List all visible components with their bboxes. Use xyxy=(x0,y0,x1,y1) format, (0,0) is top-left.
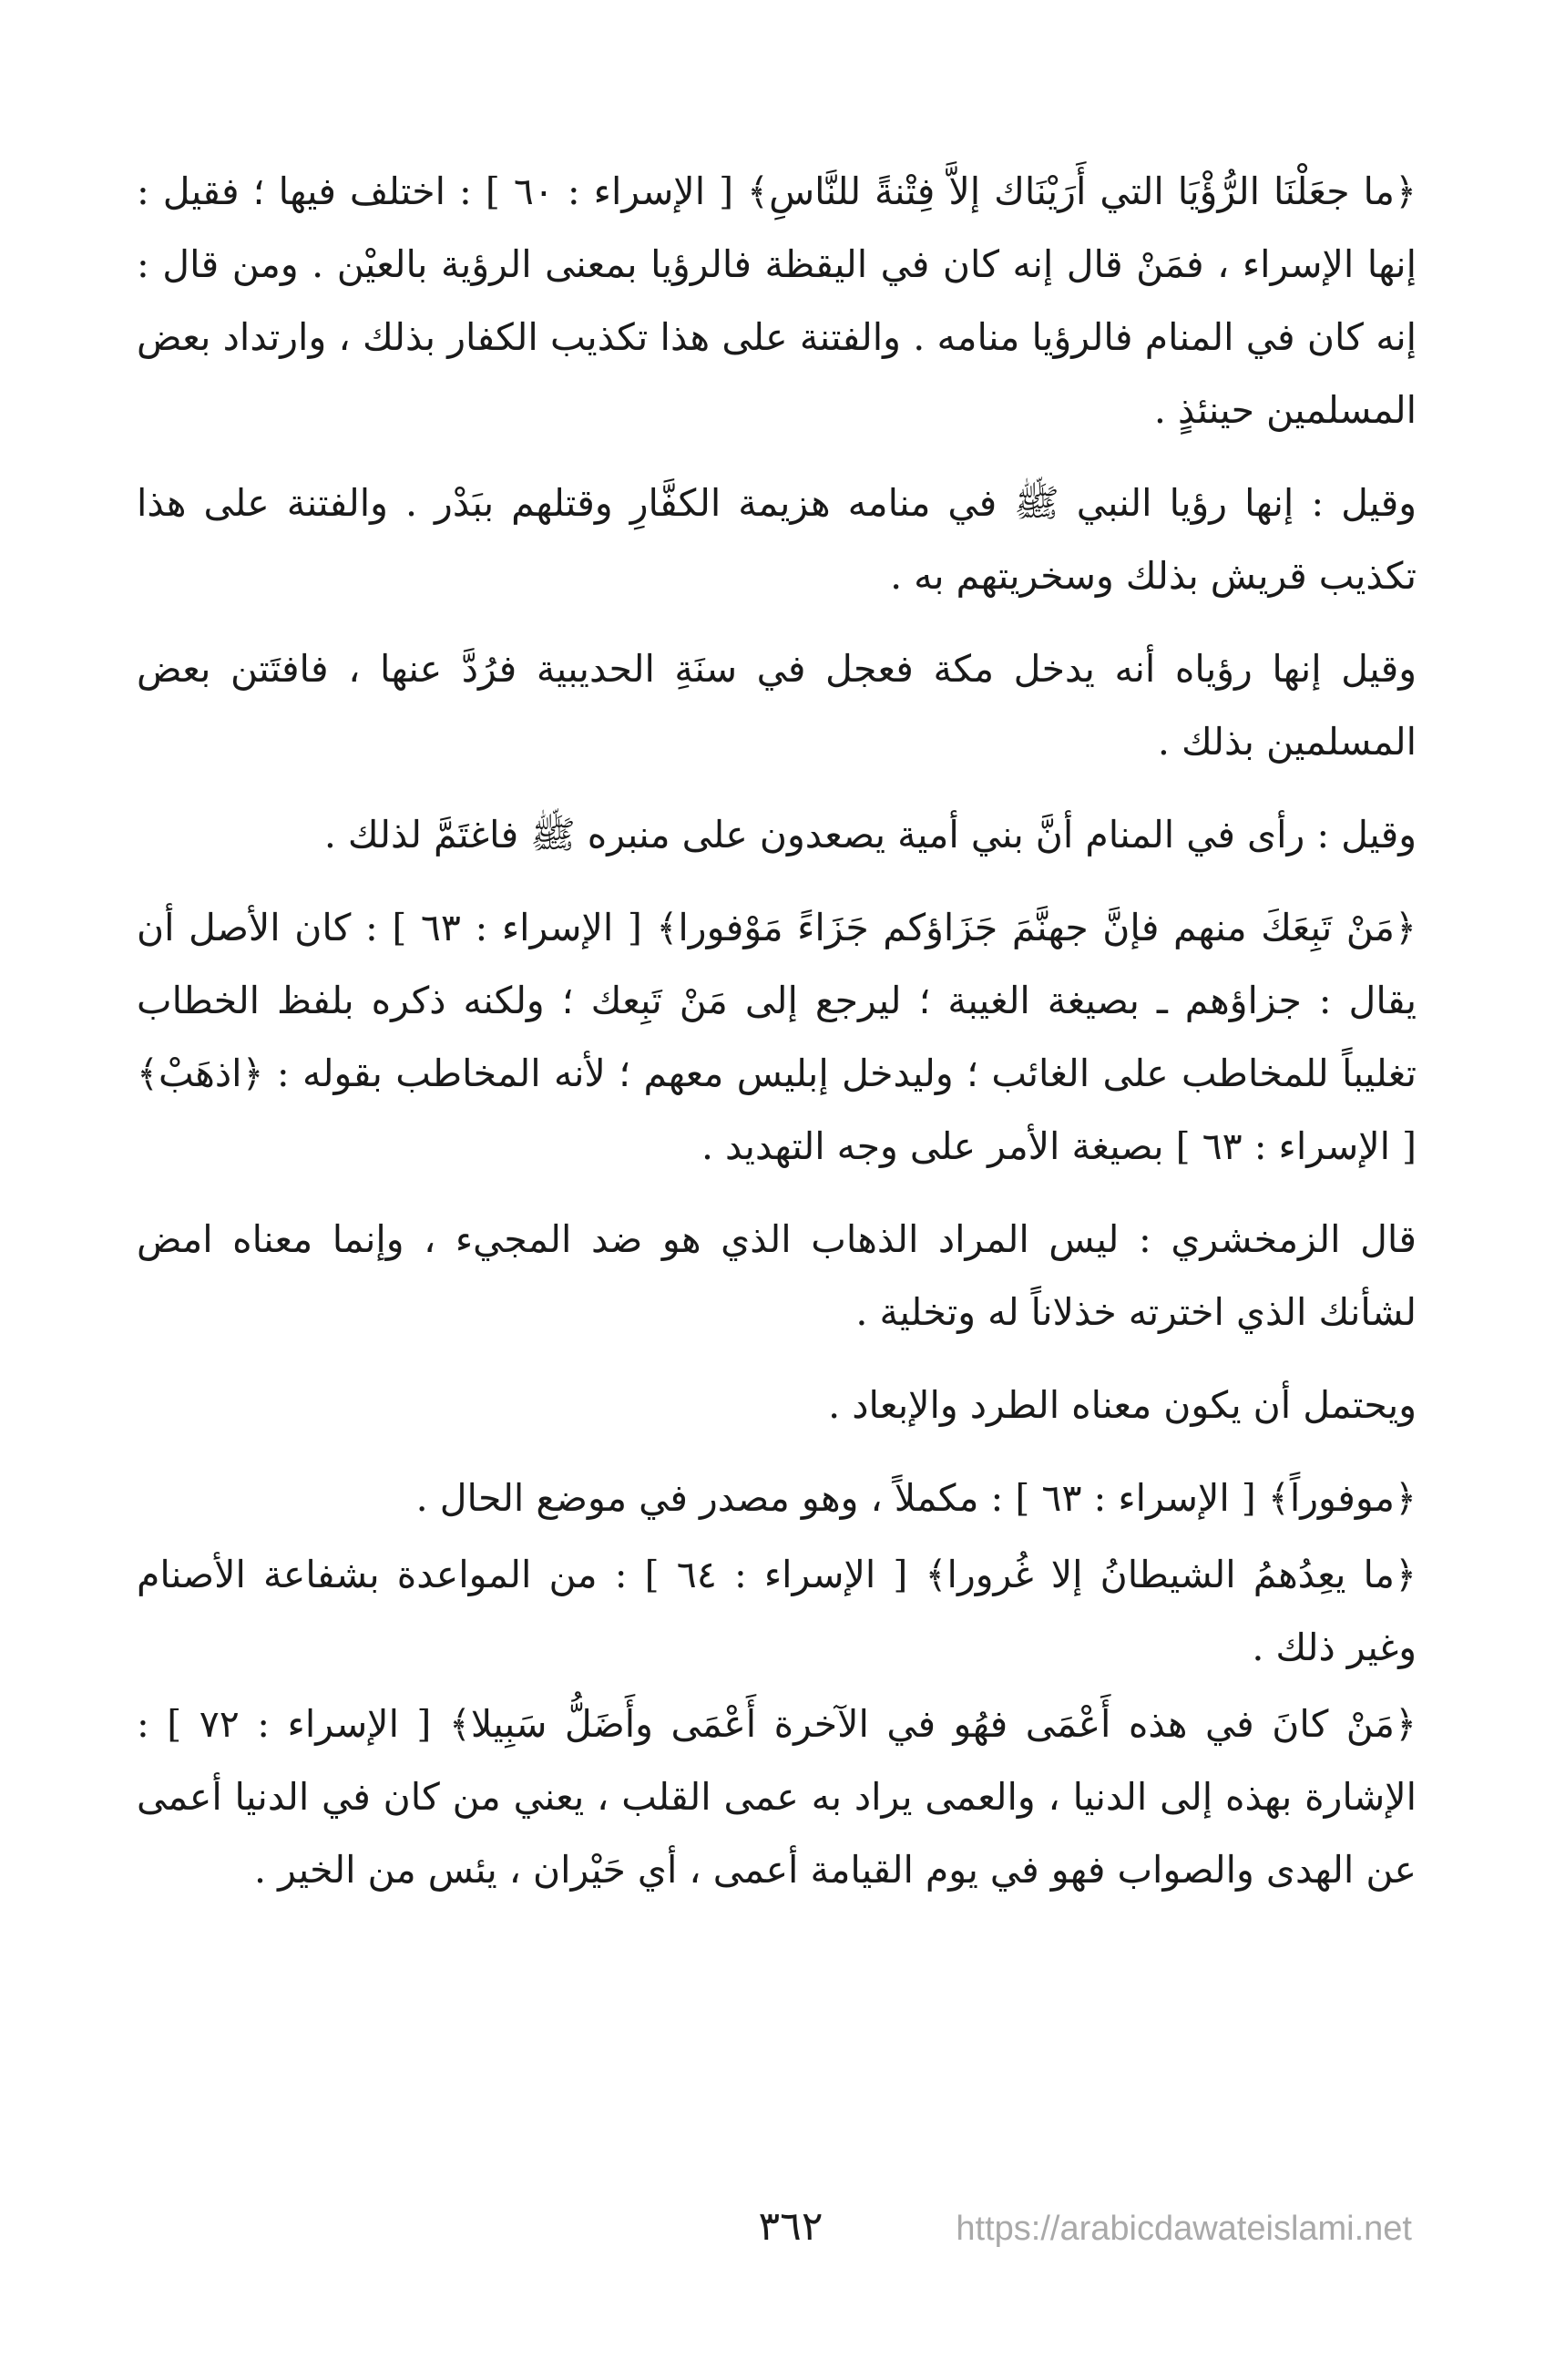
watermark-url: https://arabicdawateislami.net xyxy=(956,2210,1412,2248)
paragraph-isra-63: ﴿مَنْ تَبِعَكَ منهم فإنَّ جهنَّمَ جَزَاؤكم جَزَاءً مَوْفورا﴾ [ الإسراء : ٦٣ ] : كان الأصل أن يقال : جزاؤهم ـ بصيغة الغيبة ؛ ليرجع إلى مَنْ تَبِعك ؛ ولكنه ذكره بلفظ الخطاب تغليباً للمخاطب على الغائب ؛ وليدخل إبليس معهم ؛ لأنه المخاطب بقوله : ﴿اذهَبْ﴾ [ الإسراء : ٦٣ ] بصيغة الأمر على وجه التهديد . xyxy=(137,906,1417,1168)
paragraph-isra-72: ﴿مَنْ كانَ في هذه أَعْمَى فهُو في الآخرة أَعْمَى وأَضَلُّ سَبِيلا﴾ [ الإسراء : ٧٢ ] : الإشارة بهذه إلى الدنيا ، والعمى يراد به عمى القلب ، يعني من كان في الدنيا أعمى عن الهدى والصواب فهو في يوم القيامة أعمى ، أي حَيْران ، يئس من الخير . xyxy=(137,1702,1417,1892)
paragraph-tard: ويحتمل أن يكون معناه الطرد والإبعاد . xyxy=(828,1383,1417,1427)
page-body xyxy=(137,155,1417,1926)
paragraph-isra-64: ﴿ما يعِدُهمُ الشيطانُ إلا غُرورا﴾ [ الإسراء : ٦٤ ] : من المواعدة بشفاعة الأصنام وغير ذلك . xyxy=(137,1553,1417,1669)
paragraph-bani-umayya: وقيل : رأى في المنام أنَّ بني أمية يصعدون على منبره ﷺ فاغتَمَّ لذلك . xyxy=(323,813,1417,857)
paragraph-mawfura: ﴿موفوراً﴾ [ الإسراء : ٦٣ ] : مكملاً ، وهو مصدر في موضع الحال . xyxy=(415,1476,1417,1520)
paragraph-zamakhshari: قال الزمخشري : ليس المراد الذهاب الذي هو ضد المجيء ، وإنما معناه امض لشأنك الذي اخترته خذلاناً له وتخلية . xyxy=(137,1217,1417,1334)
paragraph-hudaybiyya: وقيل إنها رؤياه أنه يدخل مكة فعجل في سنَةِ الحديبية فرُدَّ عنها ، فافتَتن بعض المسلمين بذلك . xyxy=(137,647,1417,764)
paragraph-badr: وقيل : إنها رؤيا النبي ﷺ في منامه هزيمة الكفَّارِ وقتلهم ببَدْر . والفتنة على هذا تكذيب قريش بذلك وسخريتهم به . xyxy=(137,481,1417,598)
page-number: ٣٦٢ xyxy=(758,2203,824,2250)
paragraph-isra-60: ﴿ما جعَلْنَا الرُّؤْيَا التي أَرَيْنَاك إلاَّ فِتْنةً للنَّاسِ﴾ [ الإسراء : ٦٠ ] : اختلف فيها ؛ فقيل : إنها الإسراء ، فمَنْ قال إنه كان في اليقظة فالرؤيا بمعنى الرؤية بالعيْن . ومن قال : إنه كان في المنام فالرؤيا منامه . والفتنة على هذا تكذيب الكفار بذلك ، وارتداد بعض المسلمين حينئذٍ . xyxy=(137,169,1417,432)
